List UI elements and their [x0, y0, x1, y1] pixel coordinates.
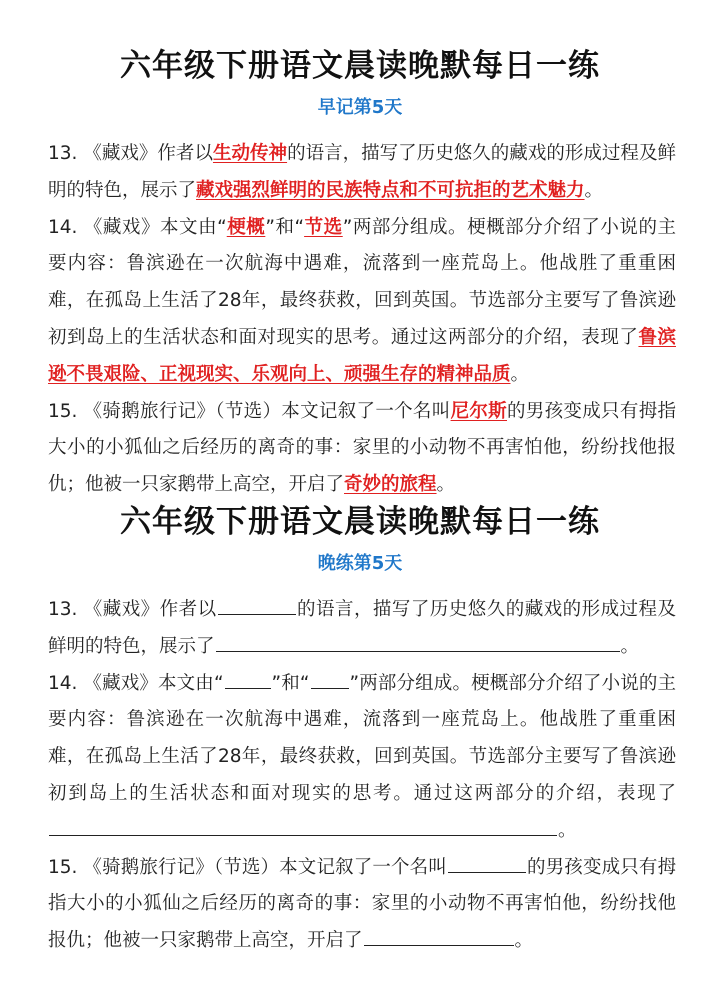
q14-blank-3[interactable]	[49, 813, 557, 836]
q14-text-c: ”两部分组成。梗概部分介绍了小说的主要内容：鲁滨逊在一次航海中遇难，流落到一座荒岛上。他战胜了重重困难，在孤岛上生活了28年，最终获救，回到英国。节选部分主要写了鲁滨逊初到岛上的生活状态和面对现实的思考。通过这两部分的介绍，表现了	[48, 216, 676, 348]
q15-text-c: 。	[514, 930, 534, 952]
morning-title: 六年级下册语文晨读晚默每日一练	[120, 48, 600, 84]
q14-text-b: ”和“	[265, 216, 305, 238]
q13-blank-1[interactable]	[218, 592, 296, 615]
q15-text-c: 。	[436, 474, 456, 496]
evening-q14	[48, 666, 676, 850]
morning-q14	[48, 210, 676, 394]
q14-text-a: 14. 《藏戏》本文由“	[48, 672, 224, 694]
q13-answer-2: 藏戏强烈鲜明的民族特点和不可抗拒的艺术魅力	[196, 179, 585, 201]
q15-blank-2[interactable]	[364, 923, 514, 946]
evening-subtitle: 晚练第5天	[317, 553, 403, 574]
q15-text-a: 15. 《骑鹅旅行记》（节选）本文记叙了一个名叫	[48, 400, 451, 422]
q14-answer-1: 梗概	[226, 216, 266, 238]
q13-text-c: 。	[620, 635, 640, 657]
q14-text-a: 14. 《藏戏》本文由“	[48, 216, 227, 238]
q15-text-a: 15. 《骑鹅旅行记》（节选）本文记叙了一个名叫	[48, 856, 447, 878]
q14-answer-2: 节选	[304, 216, 343, 238]
q15-text-b: 的男孩变成只有拇指大小的小狐仙之后经历的离奇的事：家里的小动物不再害怕他，纷纷找他报仇；他被一只家鹅带上高空，开启了	[48, 400, 676, 496]
q13-text-a: 13. 《藏戏》作者以	[48, 143, 213, 164]
q13-text-b: 的语言，描写了历史悠久的藏戏的形成过程及鲜明的特色，展示了	[48, 599, 676, 657]
evening-title: 六年级下册语文晨读晚默每日一练	[120, 504, 600, 540]
q13-blank-2[interactable]	[216, 629, 620, 652]
q15-text-b: 的男孩变成只有拇指大小的小狐仙之后经历的离奇的事：家里的小动物不再害怕他，纷纷找他报仇；他被一只家鹅带上高空，开启了	[48, 856, 676, 952]
q14-text-d: 。	[558, 819, 577, 841]
evening-q15	[48, 850, 676, 960]
q14-text-c: ”两部分组成。梗概部分介绍了小说的主要内容：鲁滨逊在一次航海中遇难，流落到一座荒岛上。他战胜了重重困难，在孤岛上生活了28年，最终获救，回到英国。节选部分主要写了鲁滨逊初到岛上的生活状态和面对现实的思考。通过这两部分的介绍，表现了	[48, 672, 677, 804]
morning-q15	[48, 394, 676, 504]
q14-blank-2[interactable]	[311, 666, 349, 689]
evening-q13	[48, 592, 676, 666]
q13-text-c: 。	[584, 179, 604, 201]
q13-answer-1: 生动传神	[212, 143, 288, 164]
q14-text-b: ”和“	[271, 672, 310, 694]
morning-section	[0, 42, 720, 504]
morning-subtitle: 早记第5天	[317, 97, 403, 118]
q14-blank-1[interactable]	[225, 666, 271, 689]
q14-text-d: 。	[510, 363, 530, 385]
q14-answer-3: 鲁滨逊不畏艰险、正视现实、乐观向上、顽强生存的精神品质	[48, 326, 676, 385]
q15-answer-2: 奇妙的旅程	[344, 474, 437, 496]
q15-answer-1: 尼尔斯	[450, 400, 507, 422]
q13-text-b: 的语言，描写了历史悠久的藏戏的形成过程及鲜明的特色，展示了	[48, 143, 676, 201]
q13-text-a: 13. 《藏戏》作者以	[48, 599, 217, 620]
morning-q13	[48, 136, 676, 210]
q15-blank-1[interactable]	[448, 850, 526, 873]
evening-section	[0, 498, 720, 960]
